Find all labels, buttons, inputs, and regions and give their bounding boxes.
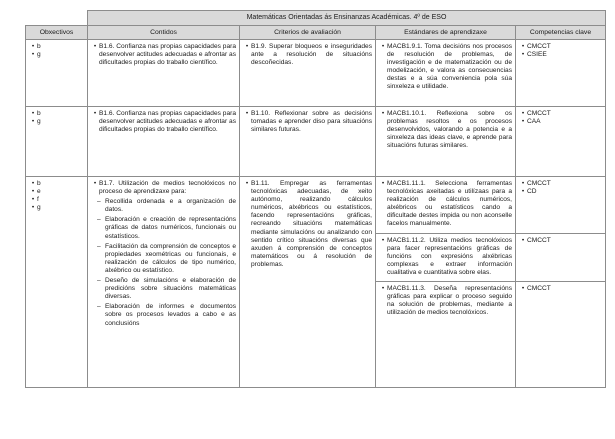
content-subitem-text: Deseño de simulacións e elaboración de predicións sobre situacións matemáticas diversas. [105, 277, 236, 301]
bullet-icon: • [381, 180, 385, 187]
dash-icon: – [97, 277, 101, 285]
criterion-text: B1.11. Empregar as ferramentas tecnolóxicas adecuadas, de xeito autónomo, realizando cálculos numéricos, alxébricos ou estatísticos, facendo representacións gráficas, recreando situacións matemáticas mediante simulacións ou analizando con sentido crítico situacións diversas que axuden á comprensión de conceptos matemáticos ou á resolución de problemas. [251, 180, 372, 268]
standard-text: MACB1.9.1. Toma decisións nos procesos de resolución de problemas, de investigación e de matematización ou de modelización, e valora as consecuencias destas e a súa conveniencia pola súa sinxeleza e utilidade. [387, 43, 512, 91]
standard-text: MACB1.11.1. Selecciona ferramentas tecnolóxicas axeitadas e utilízaas para a realización de cálculos numéricos, alxébricos ou estatísticos cando a dificultade destes impida ou non aconselle facelos manualmente. [387, 180, 512, 228]
objective-label: g [37, 204, 41, 212]
content-item [91, 43, 236, 67]
objective-item [29, 196, 84, 204]
objectives-list [26, 40, 87, 61]
bullet-icon: • [31, 51, 35, 59]
standards-cell [376, 40, 516, 107]
objective-label: f [37, 196, 39, 204]
curriculum-table-wrapper [25, 10, 605, 388]
content-subitem-text: Elaboración de informes e documentos sobre os procesos levados a cabo e as conclusións [105, 303, 236, 327]
dash-icon: – [97, 303, 101, 311]
header-criteria: Criterios de avaliación [240, 26, 376, 40]
competence-item [519, 110, 602, 118]
content-subitem-text: Facilitación da comprensión de conceptos e propiedades xeométricas ou funcionais, e realización de cálculos de tipo numérico, alxébrico ou estatístico. [105, 242, 236, 274]
content-subitem [91, 277, 236, 301]
criteria-block [240, 107, 375, 136]
objective-item [29, 180, 84, 188]
competence-block [516, 281, 605, 321]
criteria-block [240, 40, 375, 69]
blank-corner [26, 11, 88, 26]
objective-item [29, 204, 84, 212]
standards-cell [376, 177, 516, 388]
content-item [91, 110, 236, 134]
bullet-icon: • [245, 180, 249, 187]
table-row [26, 177, 606, 388]
criterion-text: B1.9. Superar bloqueos e inseguridades ante a resolución de situacións descoñecidas. [251, 43, 372, 67]
content-subitem [91, 243, 236, 275]
bullet-icon: • [521, 43, 525, 50]
bullet-icon: • [93, 110, 97, 117]
standard-text: MACB1.11.2. Utiliza medios tecnolóxicos para facer representacións gráficas de funcións con expresións alxébricas complexas e extraer información cualitativa e cuantitativa sobre elas. [387, 236, 512, 276]
bullet-icon: • [245, 43, 249, 50]
competence-item [519, 285, 602, 293]
objective-label: b [37, 180, 41, 187]
competence-label: CMCCT [527, 43, 551, 50]
content-subitem [91, 216, 236, 240]
objective-item [29, 188, 84, 196]
bullet-icon: • [31, 118, 35, 126]
competence-label: CMCCT [527, 285, 551, 293]
standard-item [379, 180, 512, 229]
standard-block [376, 177, 515, 233]
competences-cell [516, 107, 606, 177]
content-text: B1.6. Confianza nas propias capacidades para desenvolver actitudes adecuadas e afrontar as dificultades propias do traballo científico. [99, 110, 236, 134]
contents-cell [88, 177, 240, 388]
bullet-icon: • [521, 51, 525, 59]
content-text: B1.6. Confianza nas propias capacidades para desenvolver actitudes adecuadas e afrontar as dificultades propias do traballo científico. [99, 43, 236, 67]
standard-text: MACB1.10.1. Reflexiona sobre os problemas resoltos e os procesos desenvolvidos, valorando a potencia e a sinxeleza das ideas clave, e aprende para situacións futuras similares. [387, 110, 512, 150]
competence-item [519, 43, 602, 51]
standard-block [376, 281, 515, 321]
contents-block [88, 177, 239, 330]
dash-icon: – [97, 216, 101, 224]
content-subitem-text: Elaboración e creación de representacións gráficas de datos numéricos, funcionais ou estatísticos. [105, 216, 236, 240]
objective-label: e [37, 188, 41, 196]
bullet-icon: • [381, 43, 385, 50]
bullet-icon: • [31, 196, 35, 204]
standard-item [379, 110, 512, 150]
competences-cell [516, 40, 606, 107]
objective-item [29, 118, 84, 126]
standard-item [379, 285, 512, 317]
contents-cell [88, 40, 240, 107]
bullet-icon: • [381, 236, 385, 244]
objectives-list [26, 107, 87, 128]
bullet-icon: • [31, 204, 35, 212]
criteria-block [240, 177, 375, 271]
objective-label: b [37, 110, 41, 117]
standard-block [376, 233, 515, 281]
competence-label: CMCCT [527, 236, 551, 244]
header-objectives: Obxectivos [26, 26, 88, 40]
bullet-icon: • [31, 188, 35, 196]
bullet-icon: • [381, 110, 385, 117]
standards-cell [376, 107, 516, 177]
objectives-list [26, 177, 87, 214]
competence-item [519, 118, 602, 126]
bullet-icon: • [245, 110, 249, 117]
bullet-icon: • [381, 285, 385, 293]
standard-text: MACB1.11.3. Deseña representacións gráficas para explicar o proceso seguido na solución de problemas, mediante a utilización de medios tecnolóxicos. [387, 285, 512, 317]
competence-block [516, 177, 605, 233]
bullet-icon: • [93, 43, 97, 50]
competence-label: CAA [527, 118, 541, 126]
standard-block [376, 107, 515, 154]
criterion-item [243, 110, 372, 134]
bullet-icon: • [31, 43, 35, 50]
competence-item [519, 180, 602, 188]
header-standards: Estándares de aprendizaxe [376, 26, 516, 40]
criterion-item [243, 180, 372, 269]
table-row [26, 107, 606, 177]
competence-item [519, 51, 602, 59]
objective-item [29, 110, 84, 118]
bullet-icon: • [31, 110, 35, 117]
dash-icon: – [97, 242, 101, 250]
competence-block [516, 107, 605, 154]
competence-item [519, 188, 602, 196]
objectives-cell [26, 40, 88, 107]
competence-label: CD [527, 188, 537, 196]
criteria-cell [240, 107, 376, 177]
criterion-item [243, 43, 372, 67]
criteria-cell [240, 40, 376, 107]
bullet-icon: • [521, 110, 525, 117]
competence-block [516, 40, 605, 96]
header-contents: Contidos [88, 26, 240, 40]
bullet-icon: • [521, 188, 525, 196]
objective-label: g [37, 51, 41, 59]
contents-block [88, 107, 239, 136]
table-body [26, 40, 606, 388]
competence-label: CMCCT [527, 180, 551, 187]
bullet-icon: • [521, 285, 525, 293]
header-competences: Competencias clave [516, 26, 606, 40]
competence-item [519, 237, 602, 245]
content-subitem-text: Recollida ordenada e a organización de datos. [105, 198, 236, 214]
objective-item [29, 43, 84, 51]
objective-item [29, 51, 84, 59]
competence-label: CSIEE [527, 51, 547, 59]
competences-cell [516, 177, 606, 388]
contents-cell [88, 107, 240, 177]
bullet-icon: • [521, 118, 525, 126]
objectives-cell [26, 107, 88, 177]
objectives-cell [26, 177, 88, 388]
content-text: B1.7. Utilización de medios tecnolóxicos no proceso de aprendizaxe para: [99, 180, 236, 196]
contents-block [88, 40, 239, 69]
bullet-icon: • [31, 180, 35, 187]
competence-label: CMCCT [527, 110, 551, 117]
bullet-icon: • [521, 180, 525, 187]
criterion-text: B1.10. Reflexionar sobre as decisións tomadas e aprender diso para situacións similares futuras. [251, 110, 372, 134]
standard-block [376, 40, 515, 96]
competence-block [516, 233, 605, 281]
objective-label: g [37, 118, 41, 126]
content-subitem [91, 198, 236, 214]
curriculum-table [25, 10, 606, 388]
dash-icon: – [97, 198, 101, 206]
bullet-icon: • [93, 180, 97, 187]
table-row [26, 40, 606, 107]
objective-label: b [37, 43, 41, 50]
standard-item [379, 43, 512, 92]
content-item [91, 180, 236, 196]
content-subitem [91, 303, 236, 327]
table-title: Matemáticas Orientadas ás Ensinanzas Académicas. 4º de ESO [88, 11, 606, 26]
standard-item [379, 237, 512, 277]
bullet-icon: • [521, 236, 525, 244]
criteria-cell [240, 177, 376, 388]
